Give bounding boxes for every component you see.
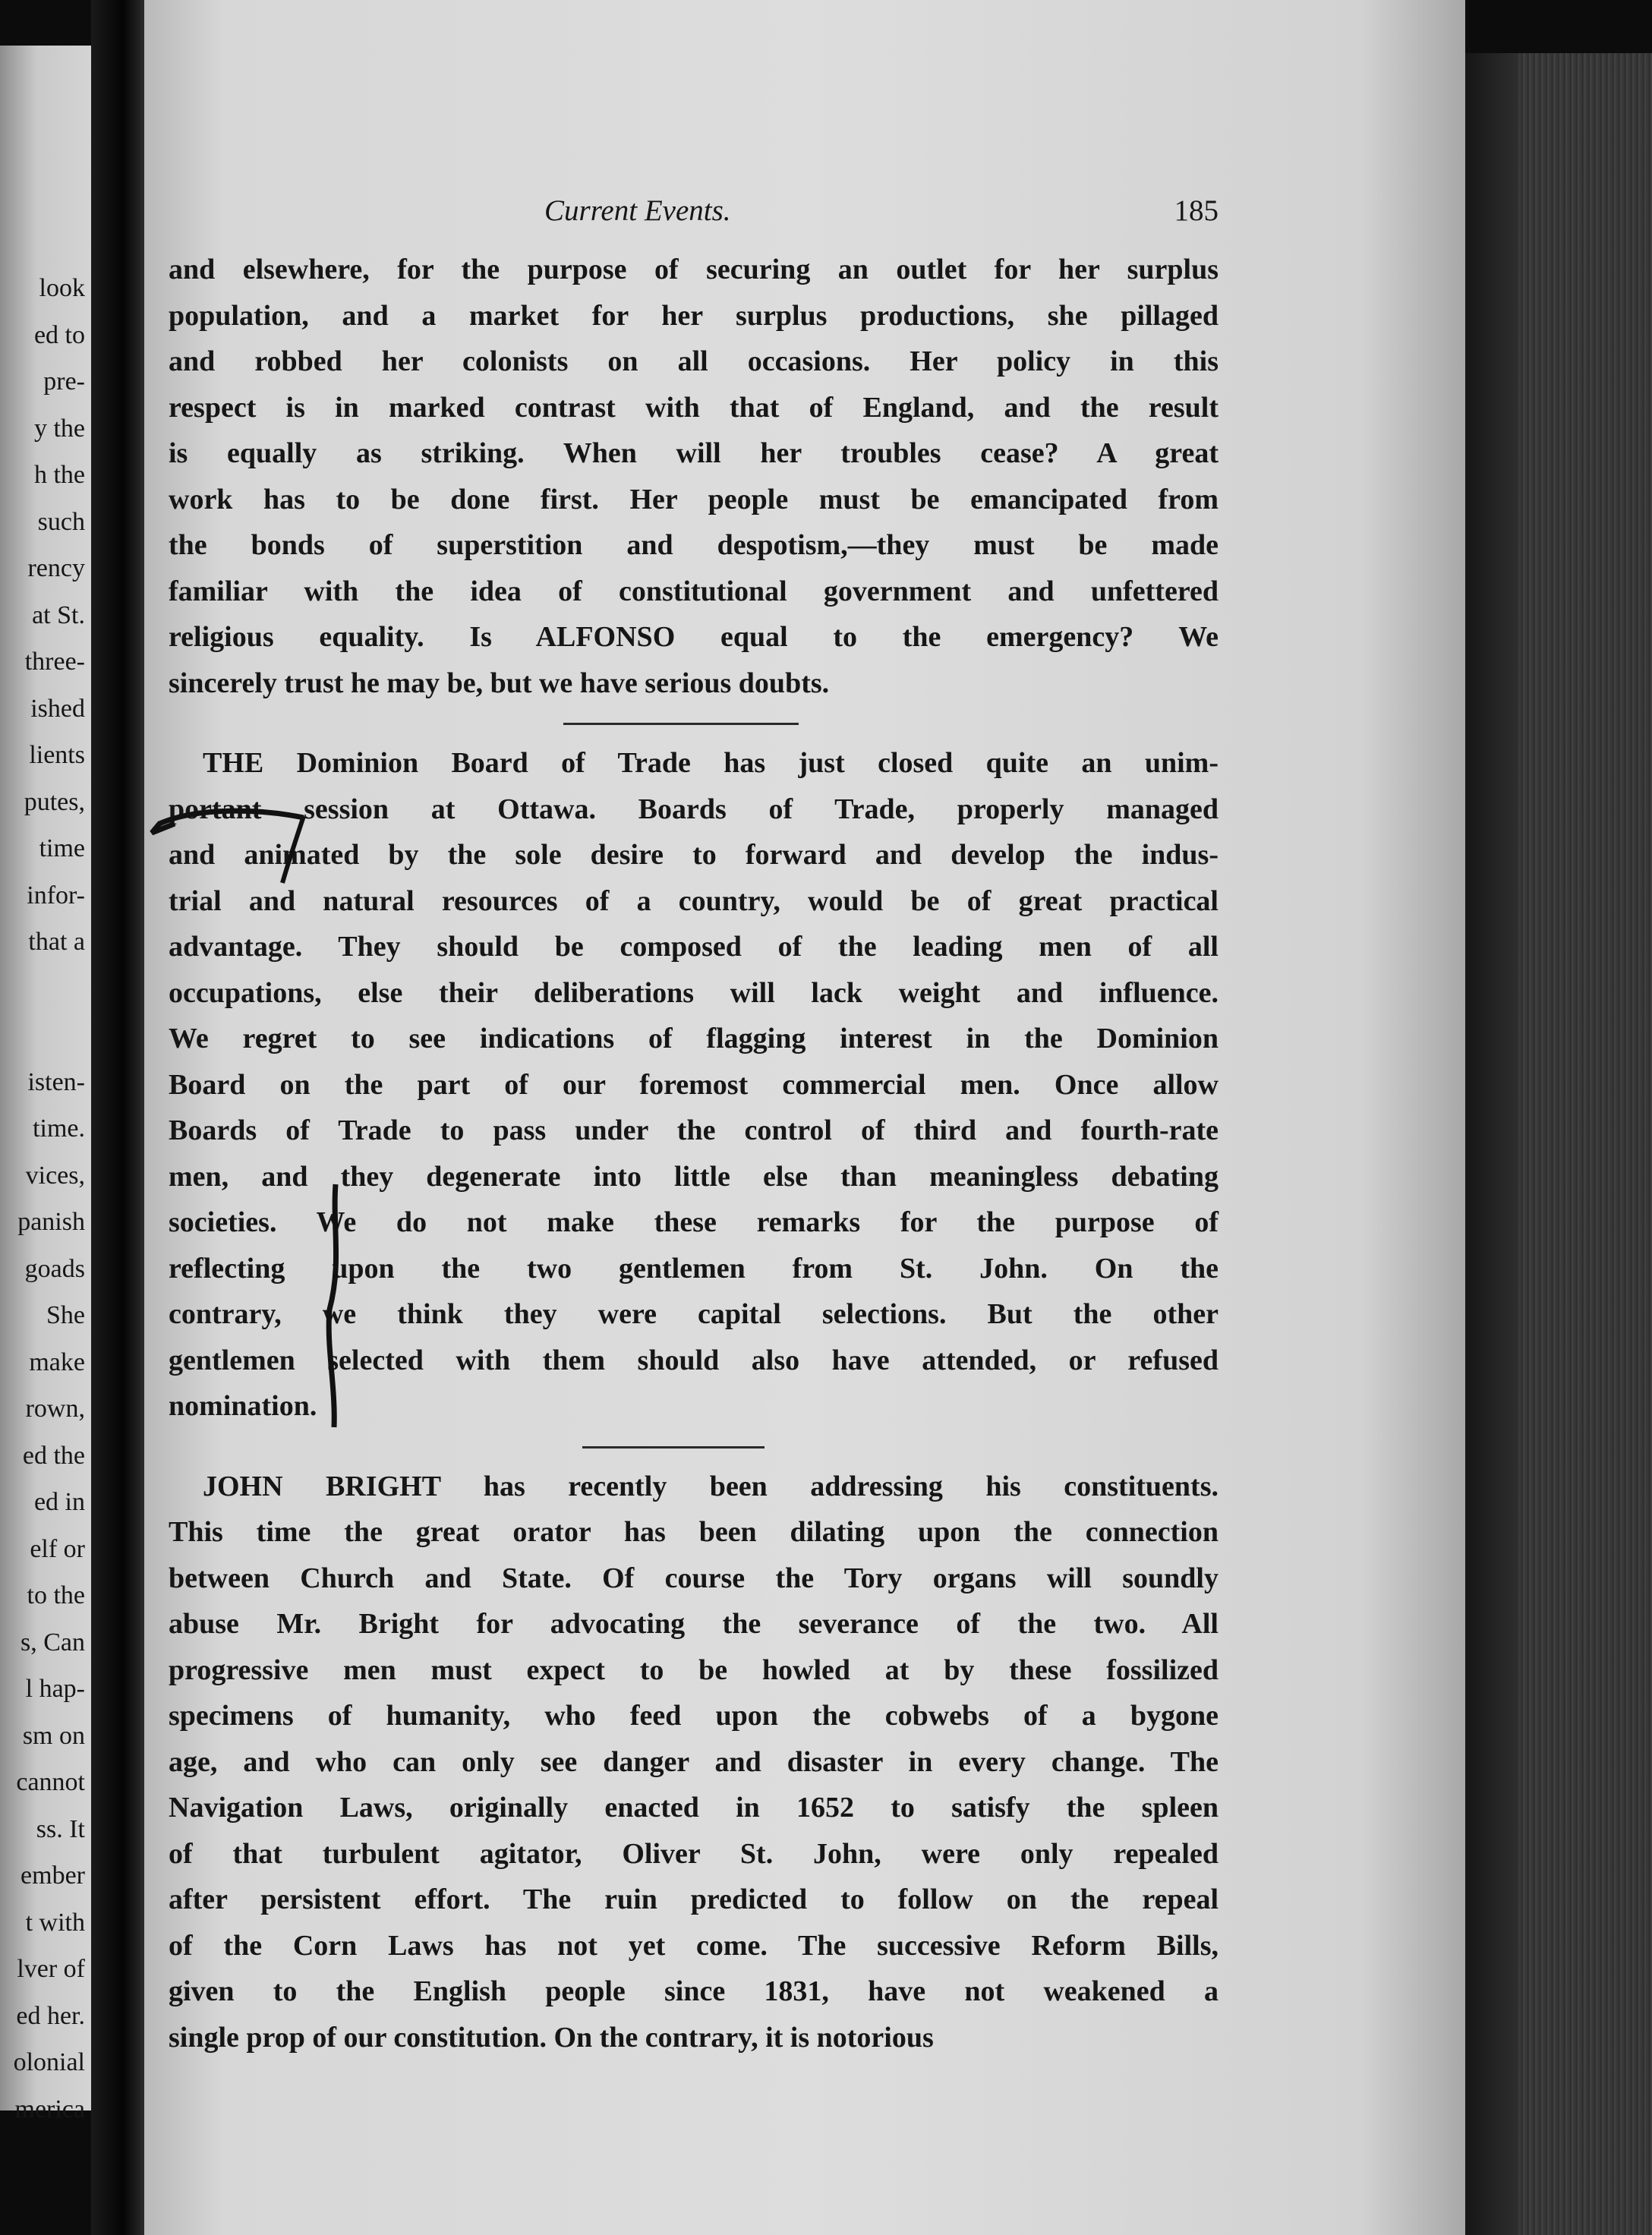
section-divider — [563, 723, 799, 725]
facing-page-line: vices, — [25, 1161, 85, 1190]
facing-page-line: such — [37, 507, 85, 536]
text-line: advantage. They should be composed of the leading men of all — [169, 931, 1219, 963]
facing-page-line: look — [39, 274, 85, 302]
text-line: Navigation Laws, originally enacted in 1652 to satisfy the spleen — [169, 1792, 1219, 1824]
paragraph-spain — [169, 247, 1219, 706]
facing-page-line: ished — [30, 694, 85, 723]
facing-page-line: She — [46, 1301, 85, 1329]
text-line: JOHN BRIGHT has recently been addressing his constituents. — [203, 1470, 1219, 1502]
facing-page-line: merica — [14, 2095, 85, 2123]
facing-page-line: cannot — [16, 1768, 85, 1796]
text-block — [169, 194, 1219, 2060]
facing-page-line: rency — [27, 554, 85, 582]
section-divider — [582, 1446, 765, 1448]
facing-page-line: pre- — [43, 367, 85, 396]
facing-page-line: time. — [33, 1114, 85, 1143]
facing-page-line: sm on — [22, 1721, 85, 1750]
facing-page-line: ss. It — [36, 1814, 85, 1843]
facing-page-line: h the — [33, 461, 85, 489]
text-line: sincerely trust he may be, but we have serious doubts. — [169, 667, 830, 699]
text-line: single prop of our constitution. On the contrary, it is notorious — [169, 2021, 934, 2054]
facing-page-line: time — [39, 834, 85, 862]
facing-page-line: lients — [29, 741, 85, 769]
text-line: age, and who can only see danger and disaster in every change. The — [169, 1745, 1219, 1778]
facing-page-line: putes, — [24, 787, 85, 816]
paragraph-john-bright — [169, 1464, 1219, 2061]
text-line: after persistent effort. The ruin predicted to follow on the repeal — [169, 1884, 1219, 1915]
facing-page-line: to the — [27, 1581, 85, 1609]
page-number: 185 — [1174, 194, 1219, 227]
facing-page-line: t with — [25, 1908, 85, 1937]
text-line: and robbed her colonists on all occasions. Her policy in this — [169, 345, 1219, 377]
text-line: trial and natural resources of a country, would be of great practical — [169, 884, 1219, 917]
text-line: This time the great orator has been dilating upon the connection — [169, 1516, 1219, 1548]
running-head — [169, 194, 1219, 247]
text-line: familiar with the idea of constitutional government and unfettered — [169, 575, 1219, 607]
facing-page-line: lver of — [17, 1955, 85, 1983]
facing-page-line: panish — [17, 1208, 85, 1236]
text-line: reflecting upon the two gentlemen from St. John. On the — [169, 1252, 1219, 1285]
facing-page-line: elf or — [30, 1534, 85, 1563]
page-shadow — [1465, 53, 1518, 2235]
facing-page-line: ed the — [22, 1441, 85, 1470]
text-line: respect is in marked contrast with that of England, and the result — [169, 391, 1219, 424]
text-line: work has to be done first. Her people must be emancipated from — [169, 483, 1219, 515]
text-line: We regret to see indications of flagging interest in the Dominion — [169, 1023, 1219, 1054]
text-line: THE Dominion Board of Trade has just closed quite an unim- — [203, 747, 1219, 779]
facing-page-line: y the — [33, 414, 85, 443]
text-line: given to the English people since 1831, have not weakened a — [169, 1975, 1219, 2007]
text-line: portant session at Ottawa. Boards of Trade, properly managed — [169, 793, 1219, 825]
facing-page-line: goads — [24, 1254, 85, 1283]
facing-page-line: ed to — [33, 320, 85, 349]
text-line: religious equality. Is ALFONSO equal to the emergency? We — [169, 621, 1219, 653]
text-line: of the Corn Laws has not yet come. The successive Reform Bills, — [169, 1929, 1219, 1962]
facing-page-line: make — [29, 1348, 85, 1376]
facing-page-line: three- — [24, 648, 85, 676]
facing-page-line: that a — [28, 928, 85, 956]
book-gutter — [91, 0, 144, 2235]
text-line: Boards of Trade to pass under the control of third and fourth-rate — [169, 1114, 1219, 1146]
text-line: contrary, we think they were capital selections. But the other — [169, 1298, 1219, 1330]
text-line: of that turbulent agitator, Oliver St. John, were only repealed — [169, 1837, 1219, 1870]
text-line: abuse Mr. Bright for advocating the severance of the two. All — [169, 1608, 1219, 1640]
facing-page-line: olonial — [13, 2048, 85, 2076]
facing-page-line: isten- — [27, 1067, 85, 1096]
pencil-margin-line — [319, 1181, 349, 1431]
text-line: specimens of humanity, who feed upon the cobwebs of a bygone — [169, 1700, 1219, 1732]
facing-page-line: infor- — [27, 881, 85, 909]
facing-page-line: l hap- — [25, 1675, 85, 1703]
facing-page-line: s, Can — [20, 1628, 85, 1657]
facing-page-line: ember — [20, 1861, 85, 1890]
facing-page-line: ed her. — [16, 2001, 85, 2030]
text-line: nomination. — [169, 1390, 317, 1422]
text-line: progressive men must expect to be howled at by these fossilized — [169, 1653, 1219, 1686]
facing-page-line: at St. — [32, 601, 85, 629]
text-line: gentlemen selected with them should also have attended, or refused — [169, 1344, 1219, 1376]
text-line: is equally as striking. When will her troubles cease? A great — [169, 437, 1219, 469]
running-title: Current Events. — [544, 194, 731, 227]
facing-page-line: rown, — [25, 1395, 85, 1423]
text-line: population, and a market for her surplus productions, she pillaged — [169, 299, 1219, 332]
text-line: Board on the part of our foremost commercial men. Once allow — [169, 1068, 1219, 1101]
text-line: men, and they degenerate into little else than meaningless debating — [169, 1160, 1219, 1193]
text-line: the bonds of superstition and despotism,—they must be made — [169, 529, 1219, 561]
text-line: occupations, else their deliberations will lack weight and influence. — [169, 976, 1219, 1009]
pencil-bracket-mark — [144, 801, 326, 884]
facing-page-line: ed in — [33, 1488, 85, 1516]
text-line: and elsewhere, for the purpose of securing an outlet for her surplus — [169, 254, 1219, 285]
facing-page-fragment — [0, 46, 91, 2123]
text-line: between Church and State. Of course the Tory organs will soundly — [169, 1562, 1219, 1594]
text-line: and animated by the sole desire to forward and develop the indus- — [169, 839, 1219, 871]
text-line: societies. We do not make these remarks for the purpose of — [169, 1206, 1219, 1238]
